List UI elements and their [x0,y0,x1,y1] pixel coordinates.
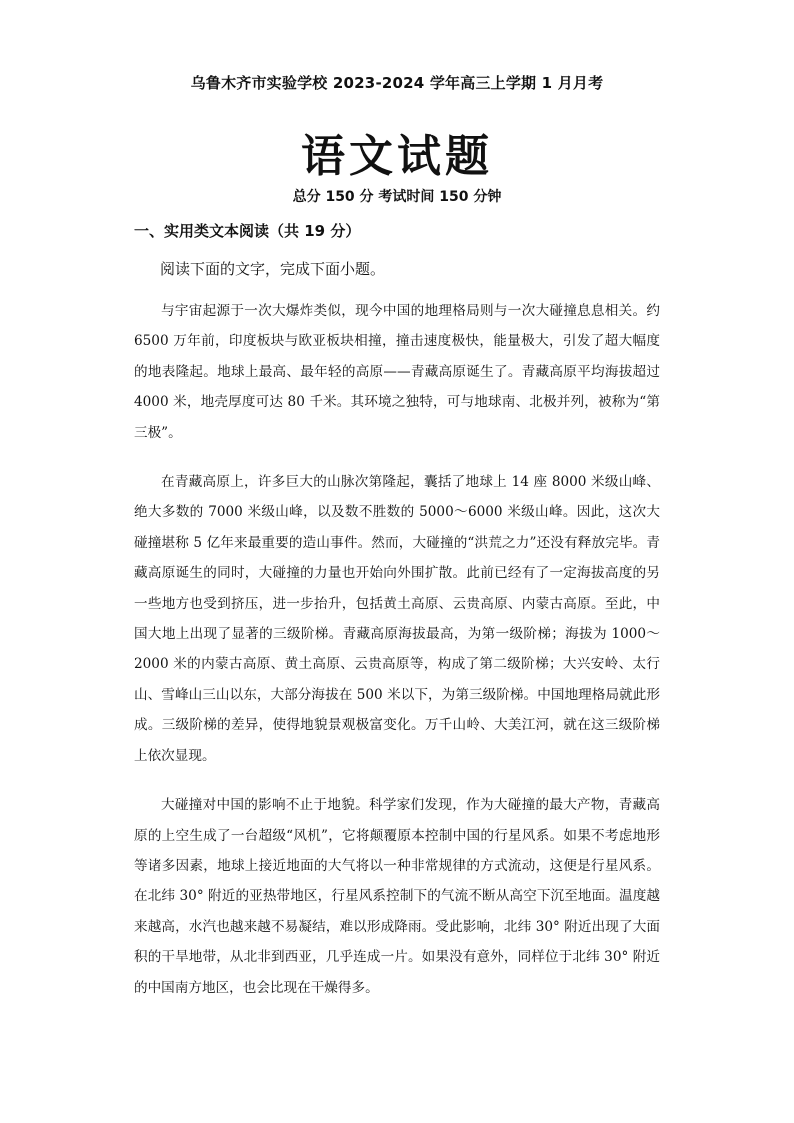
passage-paragraph-2: 在青藏高原上，许多巨大的山脉次第隆起，囊括了地球上 14 座 8000 米级山峰、绝大多数的 7000 米级山峰，以及数不胜数的 5000～6000 米级山峰。因此，这次大碰撞堪称 5 亿年来最重要的造山事件。然而，大碰撞的“洪荒之力”还没有释放完毕。青藏高原诞生的同时，大碰撞的力量也开始向外围扩散。此前已经有了一定海拔高度的另一些地方也受到挤压，进一步抬升，包括黄土高原、云贵高原、内蒙古高原。至此，中国大地上出现了显著的三级阶梯。青藏高原海拔最高，为第一级阶梯；海拔为 1000～2000 米的内蒙古高原、黄土高原、云贵高原等，构成了第二级阶梯；大兴安岭、太行山、雪峰山三山以东，大部分海拔在 500 米以下，为第三级阶梯。中国地理格局就此形成。三级阶梯的差异，使得地貌景观极富变化。万千山岭、大美江河，就在这三级阶梯上依次显现。 [134,474,660,764]
passage-paragraph-1: 与宇宙起源于一次大爆炸类似，现今中国的地理格局则与一次大碰撞息息相关。约 6500 万年前，印度板块与欧亚板块相撞，撞击速度极快，能量极大，引发了超大幅度的地表隆起。地球上最高、最年轻的高原——青藏高原诞生了。青藏高原平均海拔超过 4000 米，地壳厚度可达 80 千米。其环境之独特，可与地球南、北极并列，被称为“第三极”。 [134,303,660,441]
passage-paragraph-3: 大碰撞对中国的影响不止于地貌。科学家们发现，作为大碰撞的最大产物，青藏高原的上空生成了一台超级“风机”，它将颠覆原本控制中国的行星风系。如果不考虑地形等诸多因素，地球上接近地面的大气将以一种非常规律的方式流动，这便是行星风系。在北纬 30° 附近的亚热带地区，行星风系控制下的气流不断从高空下沉至地面。温度越来越高，水汽也越来越不易凝结，难以形成降雨。受此影响，北纬 30° 附近出现了大面积的干旱地带，从北非到西亚，几乎连成一片。如果没有意外，同样位于北纬 30° 附近的中国南方地区，也会比现在干燥得多。 [134,797,660,996]
page-title: 语文试题 [301,131,493,182]
exam-score-time-info: 总分 150 分 考试时间 150 分钟 [292,189,502,205]
reading-passage [134,296,660,1022]
reading-instruction: 阅读下面的文字，完成下面小题。 [160,260,386,278]
section-heading: 一、实用类文本阅读（共 19 分） [134,222,361,240]
school-exam-title: 乌鲁木齐市实验学校 2023-2024 学年高三上学期 1 月月考 [190,74,604,92]
